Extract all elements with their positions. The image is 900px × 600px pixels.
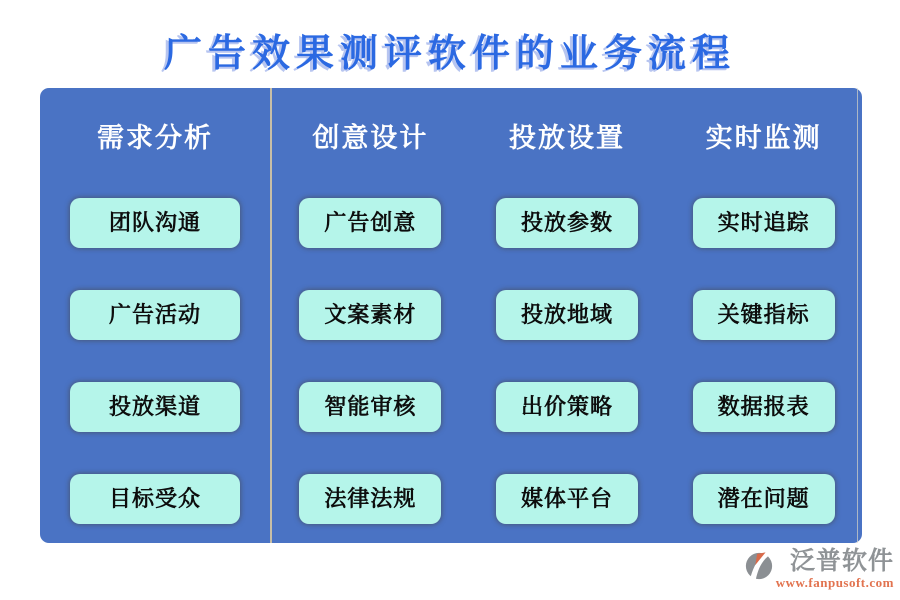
column-placement-settings [469, 88, 666, 543]
flow-node-potential-issues[interactable]: 潜在问题 [693, 474, 835, 524]
flow-node-bidding-strategy[interactable]: 出价策略 [496, 382, 638, 432]
flow-node-key-metrics[interactable]: 关键指标 [693, 290, 835, 340]
brand-text-block [776, 549, 894, 590]
flow-node-ad-campaign[interactable]: 广告活动 [70, 290, 240, 340]
flow-node-placement-region[interactable]: 投放地域 [496, 290, 638, 340]
flow-node-ad-creative[interactable]: 广告创意 [299, 198, 441, 248]
flow-node-media-platform[interactable]: 媒体平台 [496, 474, 638, 524]
flow-node-placement-params[interactable]: 投放参数 [496, 198, 638, 248]
fanpu-logo-icon [744, 551, 774, 586]
page-title: 广告效果测评软件的业务流程 [163, 33, 736, 75]
flow-node-placement-channel[interactable]: 投放渠道 [70, 382, 240, 432]
flow-node-smart-review[interactable]: 智能审核 [299, 382, 441, 432]
process-panel [40, 88, 862, 543]
column-header: 实时监测 [705, 123, 822, 153]
brand-name: 泛普软件 [789, 548, 894, 575]
brand-footer [744, 549, 894, 590]
column-creative-design [272, 88, 469, 543]
flow-node-realtime-tracking[interactable]: 实时追踪 [693, 198, 835, 248]
flow-node-data-report[interactable]: 数据报表 [693, 382, 835, 432]
column-header: 投放设置 [509, 123, 625, 153]
flow-node-laws-regulations[interactable]: 法律法规 [299, 474, 441, 524]
column-header: 创意设计 [312, 123, 429, 153]
flow-node-copy-material[interactable]: 文案素材 [299, 290, 441, 340]
column-header: 需求分析 [97, 123, 213, 153]
brand-url-link[interactable]: www.fanpusoft.com [775, 575, 894, 590]
panel-edge-line [857, 88, 858, 543]
flow-node-target-audience[interactable]: 目标受众 [70, 474, 240, 524]
column-demand-analysis [40, 88, 272, 543]
column-realtime-monitoring [665, 88, 862, 543]
flow-node-team-communication[interactable]: 团队沟通 [70, 198, 240, 248]
